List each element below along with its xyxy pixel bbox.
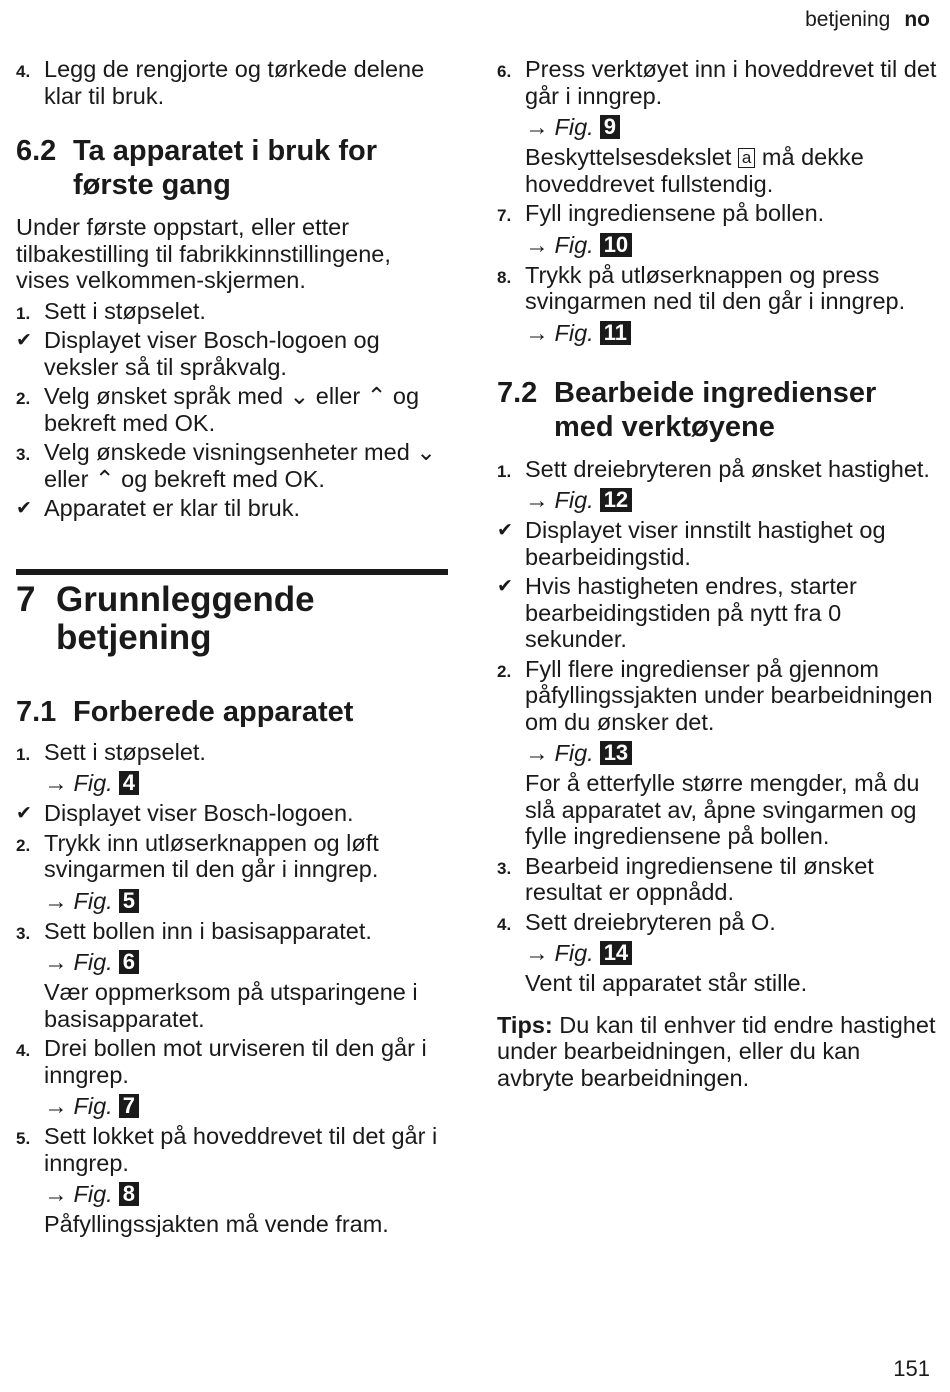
section-heading-7-1: 7.1 Forberede apparatet xyxy=(16,695,354,728)
section-name: betjening xyxy=(805,8,891,31)
callout-key: a xyxy=(738,148,755,168)
section-heading-7-2: 7.2 Bearbeide ingredienser med verktøyene xyxy=(497,376,877,443)
page-header xyxy=(805,8,930,32)
step-note: Vent til apparatet står stille. xyxy=(525,970,808,996)
step-item: 2. Fyll flere ingredienser på gjennom påfyllingssjakten under bearbeidningen om du ønsker det. xyxy=(497,655,933,735)
result-item: ✔ Displayet viser innstilt hastighet og bearbeidingstid. xyxy=(497,517,886,570)
intro-paragraph: Under første oppstart, eller etter tilbakestilling til fabrikkinnstillingene, vises velkommen-skjermen. xyxy=(16,214,391,293)
arrow-icon: → xyxy=(525,319,549,346)
result-item: ✔ Hvis hastigheten endres, starter bearbeidingstiden på nytt fra 0 sekunder. xyxy=(497,573,857,652)
result-item: ✔ Displayet viser Bosch-logoen. xyxy=(16,800,354,826)
arrow-icon: → xyxy=(44,949,68,975)
tips-paragraph: Tips: Du kan til enhver tid endre hastighet under bearbeidningen, eller du kan avbryte bearbeidningen. xyxy=(497,1011,936,1091)
page-number: 151 xyxy=(893,1356,930,1381)
step-note: Påfyllingssjakten må vende fram. xyxy=(44,1211,389,1237)
figure-reference: → Fig. 4 xyxy=(16,768,448,798)
right-column xyxy=(497,56,937,1095)
step-item: 3. Sett bollen inn i basisapparatet. xyxy=(16,917,372,944)
step-item: 8. Trykk på utløserknappen og press svingarmen ned til den går i inngrep. xyxy=(497,261,906,314)
figure-reference: → Fig. 5 xyxy=(16,886,448,916)
check-icon: ✔ xyxy=(497,576,513,597)
arrow-icon: → xyxy=(525,231,549,258)
figure-reference: → Fig. 13 xyxy=(497,738,937,768)
step-item: 3. Velg ønskede visningsenheter med ⌄ eller ⌃ og bekreft med OK. xyxy=(16,439,436,492)
step-item: 2. Velg ønsket språk med ⌄ eller ⌃ og bekreft med OK. xyxy=(16,383,420,436)
result-item: ✔ Displayet viser Bosch-logoen og veksler så til språkvalg. xyxy=(16,327,380,380)
step-note: Beskyttelsesdekslet a må dekke hoveddrevet fullstendig. xyxy=(525,144,864,197)
arrow-icon: → xyxy=(525,940,549,966)
step-item: 3. Bearbeid ingrediensene til ønsket resultat er oppnådd. xyxy=(497,852,874,905)
step-text: Legg de rengjorte og tørkede delene klar til bruk. xyxy=(44,56,425,109)
step-item: 1. Sett dreiebryteren på ønsket hastighet. xyxy=(497,455,930,482)
step-item: 1. Sett i støpselet. xyxy=(16,738,206,765)
result-item: ✔ Apparatet er klar til bruk. xyxy=(16,495,300,521)
step-note: Vær oppmerksom på utsparingene i basisapparatet. xyxy=(44,979,418,1032)
section-heading-6-2: 6.2 Ta apparatet i bruk for første gang xyxy=(16,135,378,201)
figure-reference: → Fig. 6 xyxy=(16,947,448,977)
check-icon: ✔ xyxy=(16,330,32,351)
figure-reference: → Fig. 9 xyxy=(497,112,937,142)
arrow-icon: → xyxy=(525,740,549,766)
step-item: 4. Legg de rengjorte og tørkede delene klar til bruk. xyxy=(16,56,425,109)
step-item: 2. Trykk inn utløserknappen og løft svingarmen til den går i inngrep. xyxy=(16,829,379,882)
language-code: no xyxy=(904,8,930,31)
figure-reference: → Fig. 11 xyxy=(497,318,937,348)
arrow-icon: → xyxy=(525,114,549,140)
step-item: 7. Fyll ingrediensene på bollen. xyxy=(497,200,825,226)
step-item: 4. Sett dreiebryteren på O. xyxy=(497,908,776,935)
tips-label: Tips: xyxy=(497,1011,553,1038)
check-icon: ✔ xyxy=(497,520,513,541)
step-item: 4. Drei bollen mot urviseren til den går i inngrep. xyxy=(16,1035,427,1088)
step-item: 5. Sett lokket på hoveddrevet til det går i inngrep. xyxy=(16,1123,438,1176)
check-icon: ✔ xyxy=(16,498,32,519)
left-column xyxy=(16,56,448,1241)
step-item: 6. Press verktøyet inn i hoveddrevet til det går i inngrep. xyxy=(497,56,937,109)
figure-reference: → Fig. 8 xyxy=(16,1179,448,1209)
arrow-icon: → xyxy=(44,1093,68,1119)
arrow-icon: → xyxy=(44,770,68,796)
arrow-icon: → xyxy=(44,1181,68,1207)
step-note: For å etterfylle større mengder, må du slå apparatet av, åpne svingarmen og fylle ingrediensene på bollen. xyxy=(525,770,920,849)
chapter-heading-7: 7 Grunnleggende betjening xyxy=(16,579,315,657)
figure-reference: → Fig. 10 xyxy=(497,230,937,260)
figure-reference: → Fig. 12 xyxy=(497,485,937,515)
arrow-icon: → xyxy=(44,887,68,914)
check-icon: ✔ xyxy=(16,803,32,824)
arrow-icon: → xyxy=(525,487,549,513)
figure-reference: → Fig. 7 xyxy=(16,1091,448,1121)
figure-reference: → Fig. 14 xyxy=(497,938,937,968)
step-item: 1. Sett i støpselet. xyxy=(16,297,206,324)
